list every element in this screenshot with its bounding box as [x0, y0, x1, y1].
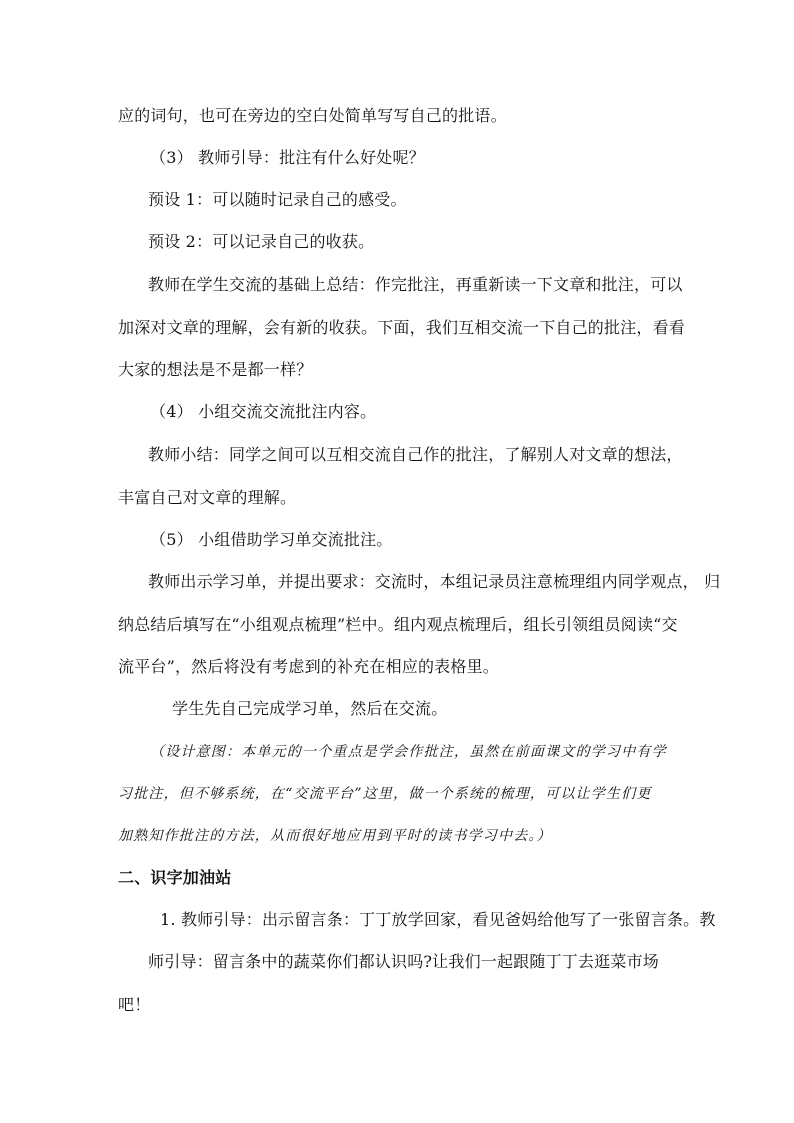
paragraph-line: 1. 教师引导：出示留言条：丁丁放学回家，看见爸妈给他写了一张留言条。教: [160, 910, 716, 929]
section-heading: 二、识字加油站: [118, 868, 232, 887]
paragraph-line: 流平台”，然后将没有考虑到的补充在相应的表格里。: [118, 657, 499, 676]
preset-2: 预设 2：可以记录自己的收获。: [148, 232, 375, 251]
design-intent-note: 加熟知作批注的方法，从而很好地应用到平时的读书学习中去。）: [118, 828, 552, 844]
design-intent-note: （设计意图：本单元的一个重点是学会作批注，虽然在前面课文的学习中有学: [150, 744, 667, 760]
paragraph-line: 教师小结：同学之间可以互相交流自己作的批注，了解别人对文章的想法，: [148, 445, 683, 464]
design-intent-note: 习批注，但不够系统，在“交流平台”这里，做一个系统的梳理，可以让学生们更: [118, 786, 652, 802]
paragraph-line: 教师在学生交流的基础上总结：作完批注，再重新读一下文章和批注，可以: [148, 275, 683, 294]
paragraph-line: 教师出示学习单，并提出要求：交流时，本组记录员注意梳理组内同学观点， 归: [148, 572, 721, 591]
paragraph-line: 吧！: [118, 995, 151, 1014]
paragraph-line: 师引导：留言条中的蔬菜你们都认识吗?让我们一起跟随丁丁去逛菜市场: [148, 952, 659, 971]
step-3-heading: （3） 教师引导：批注有什么好处呢？: [150, 148, 425, 167]
step-5-heading: （5） 小组借助学习单交流批注。: [150, 530, 393, 549]
paragraph-line: 纳总结后填写在“小组观点梳理”栏中。组内观点梳理后，组长引领组员阅读“交: [118, 615, 678, 634]
preset-1: 预设 1：可以随时记录自己的感受。: [148, 190, 407, 209]
paragraph-line: 丰富自己对文章的理解。: [118, 488, 297, 507]
paragraph-line: 应的词句，也可在旁边的空白处简单写写自己的批语。: [118, 106, 507, 125]
step-4-heading: （4） 小组交流交流批注内容。: [150, 402, 377, 421]
paragraph-line: 大家的想法是不是都一样？: [118, 360, 313, 379]
paragraph-line: 加深对文章的理解，会有新的收获。下面，我们互相交流一下自己的批注，看看: [118, 318, 686, 337]
paragraph-line: 学生先自己完成学习单，然后在交流。: [172, 699, 448, 718]
